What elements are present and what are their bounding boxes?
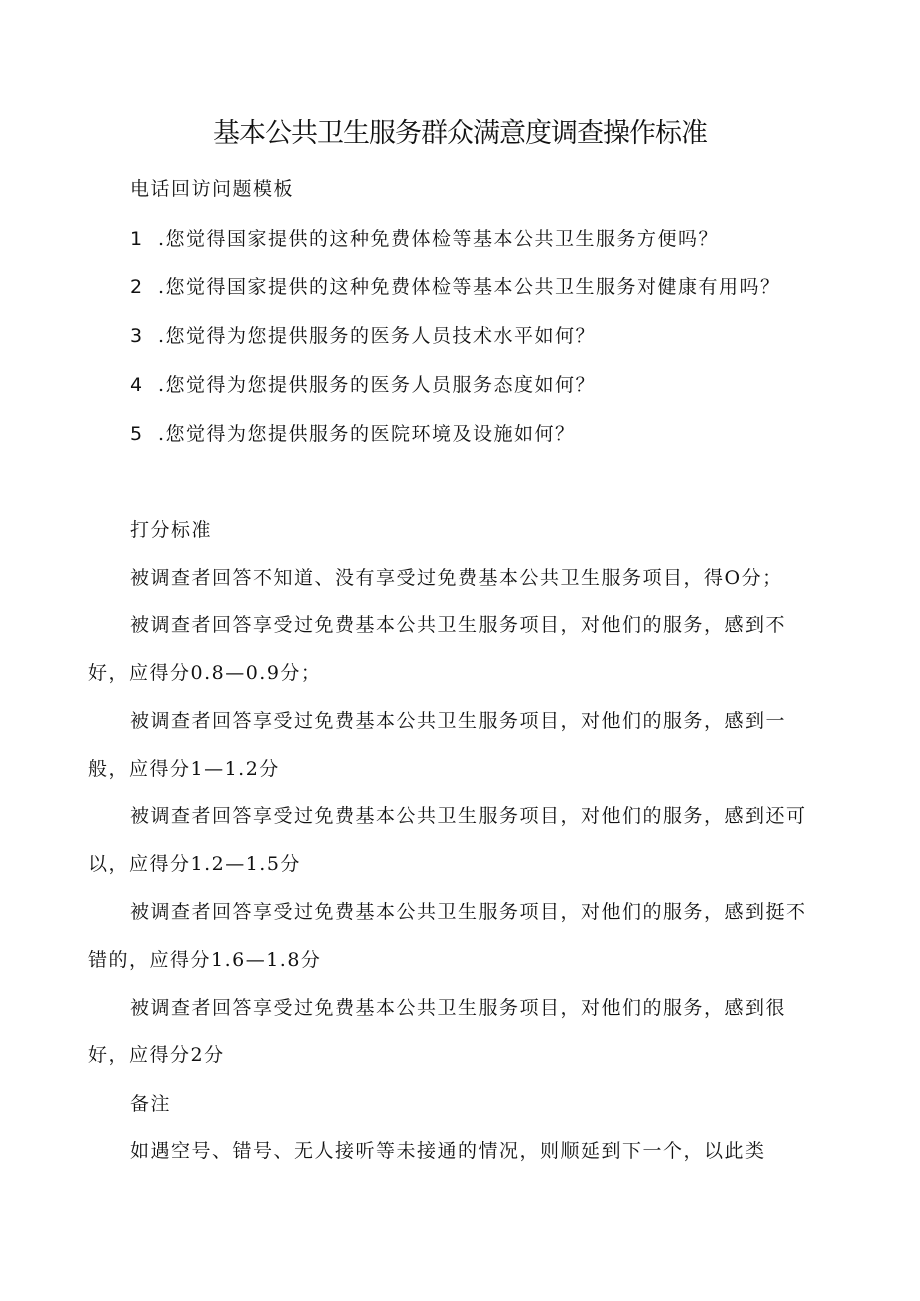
section-heading-phone-template: 电话回访问题模板 bbox=[130, 178, 295, 200]
scoring-item-2-line1: 被调查者回答享受过免费基本公共卫生服务项目，对他们的服务，感到不 bbox=[130, 614, 787, 636]
scoring-item-5-line2: 错的，应得分1.6—1.8分 bbox=[88, 949, 322, 971]
question-3 bbox=[130, 321, 596, 351]
scoring-item-4-line1: 被调查者回答享受过免费基本公共卫生服务项目，对他们的服务，感到还可 bbox=[130, 805, 807, 827]
document-title: 基本公共卫生服务群众满意度调查操作标准 bbox=[213, 118, 707, 149]
scoring-item-5-line1: 被调查者回答享受过免费基本公共卫生服务项目，对他们的服务，感到挺不 bbox=[130, 901, 807, 923]
question-text: .您觉得国家提供的这种免费体检等基本公共卫生服务对健康有用吗？ bbox=[158, 276, 781, 298]
question-1 bbox=[130, 224, 719, 254]
scoring-item-3-line2: 般，应得分1—1.2分 bbox=[88, 758, 280, 780]
question-text: .您觉得国家提供的这种免费体检等基本公共卫生服务方便吗？ bbox=[158, 228, 720, 250]
scoring-item-6-line1: 被调查者回答享受过免费基本公共卫生服务项目，对他们的服务，感到很 bbox=[130, 997, 787, 1019]
note-text: 如遇空号、错号、无人接听等未接通的情况，则顺延到下一个，以此类 bbox=[130, 1140, 766, 1162]
question-text: .您觉得为您提供服务的医务人员技术水平如何？ bbox=[158, 325, 597, 347]
section-heading-notes: 备注 bbox=[130, 1093, 172, 1115]
scoring-item-3-line1: 被调查者回答享受过免费基本公共卫生服务项目，对他们的服务，感到一 bbox=[130, 710, 787, 732]
question-2 bbox=[130, 272, 781, 302]
question-number: 4 bbox=[130, 374, 143, 396]
question-number: 1 bbox=[130, 228, 143, 250]
section-heading-scoring: 打分标准 bbox=[130, 519, 213, 541]
question-text: .您觉得为您提供服务的医务人员服务态度如何？ bbox=[158, 374, 597, 396]
question-text: .您觉得为您提供服务的医院环境及设施如何？ bbox=[158, 423, 576, 445]
scoring-item-6-line2: 好，应得分2分 bbox=[88, 1044, 225, 1066]
question-5 bbox=[130, 419, 576, 449]
question-number: 5 bbox=[130, 423, 143, 445]
scoring-item-2-line2: 好，应得分0.8—0.9分； bbox=[88, 662, 322, 684]
question-4 bbox=[130, 370, 596, 400]
scoring-item-4-line2: 以，应得分1.2—1.5分 bbox=[88, 853, 301, 875]
scoring-item-1-line1: 被调查者回答不知道、没有享受过免费基本公共卫生服务项目，得O分； bbox=[130, 567, 783, 589]
question-number: 3 bbox=[130, 325, 143, 347]
question-number: 2 bbox=[130, 276, 143, 298]
